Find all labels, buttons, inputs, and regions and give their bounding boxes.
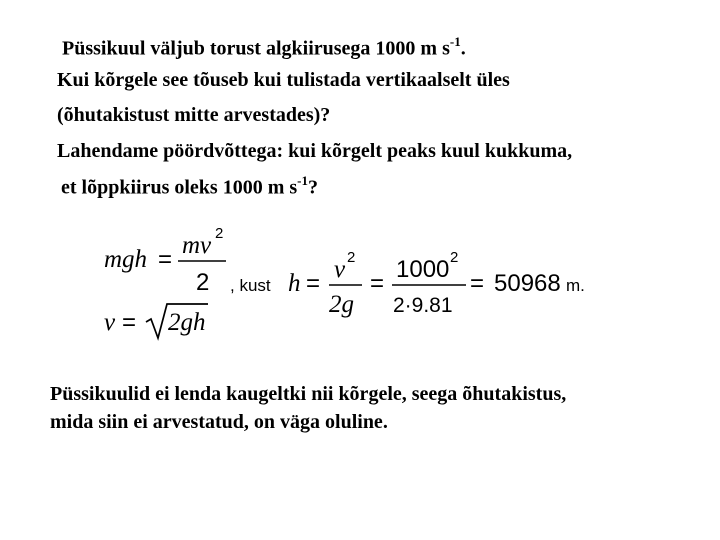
conclusion-line-1: Püssikuulid ei lenda kaugeltki nii kõrgele, seega õhutakistus, [50,383,567,405]
eq2-equals: = [306,270,321,297]
problem-line-1-end: . [460,37,466,60]
v-variable: v [104,309,116,336]
problem-line-4: Lahendame pöördvõttega: kui kõrgelt peaks kuul kukkuma, [57,140,573,162]
eq1-numerator: mv [182,232,212,259]
problem-line-5-exponent: -1 [297,173,308,188]
comma-kust: , kust [230,276,271,295]
eq1-denominator: 2 [196,269,210,296]
eq1-numerator-exponent: 2 [215,225,224,242]
eq4-equals: = [470,270,485,297]
result-unit: m. [566,276,585,295]
conclusion-line-2: mida siin ei arvestatud, on väga oluline. [50,411,388,433]
problem-line-5-text: et lõppkiirus oleks 1000 m s [61,176,298,199]
h-variable: h [288,270,301,297]
formula-block [100,220,610,350]
result-value: 50968 [494,270,561,297]
problem-line-2: Kui kõrgele see tõuseb kui tulistada vertikaalselt üles [57,69,510,91]
problem-line-5 [61,175,318,198]
problem-line-5-end: ? [308,176,318,199]
eq2-denominator: 2g [329,291,354,318]
problem-line-1-exponent: -1 [449,34,461,49]
problem-line-1 [62,36,466,59]
eq2-numerator: v [334,256,346,283]
eq3-equals: = [370,270,385,297]
eq3-denominator: 2·9.81 [393,294,453,317]
eq1-lhs: mgh [104,246,148,273]
problem-line-1-text: Püssikuul väljub torust algkiirusega 1000 m s [62,37,450,60]
v-equals: = [122,309,137,336]
eq3-numerator-exponent: 2 [450,249,459,266]
sqrt-argument: 2gh [168,309,206,336]
problem-line-3: (õhutakistust mitte arvestades)? [57,104,331,126]
eq2-numerator-exponent: 2 [347,249,356,266]
eq1-equals: = [158,246,173,273]
eq3-numerator: 1000 [396,256,450,283]
conclusion [50,380,566,436]
